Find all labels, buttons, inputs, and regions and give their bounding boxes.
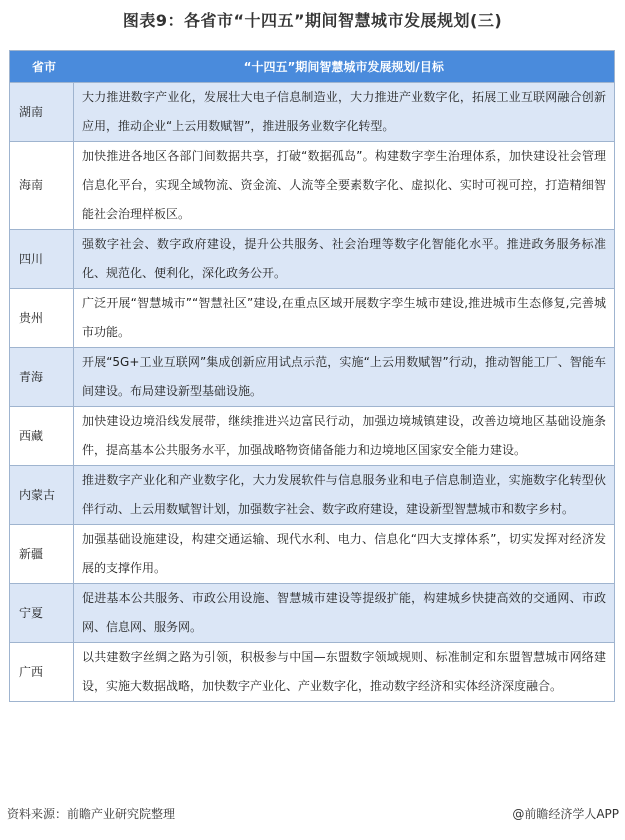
province-cell: 湖南	[10, 83, 74, 142]
plan-cell: 大力推进数字产业化，发展壮大电子信息制造业，大力推进产业数字化，拓展工业互联网融合创新应用，推动企业“上云用数赋智”，推进服务业数字化转型。	[74, 83, 615, 142]
source-note: 资料来源：前瞻产业研究院整理	[7, 807, 176, 821]
plan-cell: 加快推进各地区各部门间数据共享，打破“数据孤岛”。构建数字孪生治理体系，加快建设社会管理信息化平台，实现全域物流、资金流、人流等全要素数字化、虚拟化、实时可视可控，打造精细智能社会治理样板区。	[74, 142, 615, 230]
province-cell: 贵州	[10, 289, 74, 348]
plan-cell: 广泛开展“智慧城市”“智慧社区”建设,在重点区域开展数字孪生城市建设,推进城市生态修复,完善城市功能。	[74, 289, 615, 348]
plan-table	[9, 50, 615, 702]
plan-cell: 强数字社会、数字政府建设，提升公共服务、社会治理等数字化智能化水平。推进政务服务标准化、规范化、便利化，深化政务公开。	[74, 230, 615, 289]
table-row	[10, 230, 615, 289]
province-cell: 宁夏	[10, 584, 74, 643]
table-row	[10, 466, 615, 525]
plan-cell: 以共建数字丝绸之路为引领，积极参与中国—东盟数字领域规则、标准制定和东盟智慧城市网络建设，实施大数据战略，加快数字产业化、产业数字化，推动数字经济和实体经济深度融合。	[74, 643, 615, 702]
table-row	[10, 643, 615, 702]
province-cell: 西藏	[10, 407, 74, 466]
plan-cell: 加快建设边境沿线发展带，继续推进兴边富民行动，加强边境城镇建设，改善边境地区基础设施条件，提高基本公共服务水平，加强战略物资储备能力和边境地区国家安全能力建设。	[74, 407, 615, 466]
plan-cell: 开展“5G+工业互联网”集成创新应用试点示范，实施“上云用数赋智”行动，推动智能工厂、智能车间建设。布局建设新型基础设施。	[74, 348, 615, 407]
province-cell: 海南	[10, 142, 74, 230]
table-row	[10, 348, 615, 407]
plan-cell: 推进数字产业化和产业数字化，大力发展软件与信息服务业和电子信息制造业，实施数字化转型伙伴行动、上云用数赋智计划，加强数字社会、数字政府建设，建设新型智慧城市和数字乡村。	[74, 466, 615, 525]
province-cell: 广西	[10, 643, 74, 702]
province-cell: 青海	[10, 348, 74, 407]
province-cell: 四川	[10, 230, 74, 289]
plan-cell: 促进基本公共服务、市政公用设施、智慧城市建设等提级扩能，构建城乡快捷高效的交通网、市政网、信息网、服务网。	[74, 584, 615, 643]
brand-watermark: @前瞻经济学人APP	[512, 807, 619, 821]
chart-title: 图表9：各省市“十四五”期间智慧城市发展规划(三)	[122, 11, 503, 30]
table-row	[10, 289, 615, 348]
table-row	[10, 83, 615, 142]
table-row	[10, 407, 615, 466]
plan-cell: 加强基础设施建设，构建交通运输、现代水利、电力、信息化“四大支撑体系”，切实发挥对经济发展的支撑作用。	[74, 525, 615, 584]
table-header-row	[10, 51, 615, 83]
table-row	[10, 584, 615, 643]
header-province: 省市	[10, 51, 74, 83]
table-row	[10, 525, 615, 584]
province-cell: 内蒙古	[10, 466, 74, 525]
table-row	[10, 142, 615, 230]
province-cell: 新疆	[10, 525, 74, 584]
header-plan: “十四五”期间智慧城市发展规划/目标	[74, 51, 615, 83]
